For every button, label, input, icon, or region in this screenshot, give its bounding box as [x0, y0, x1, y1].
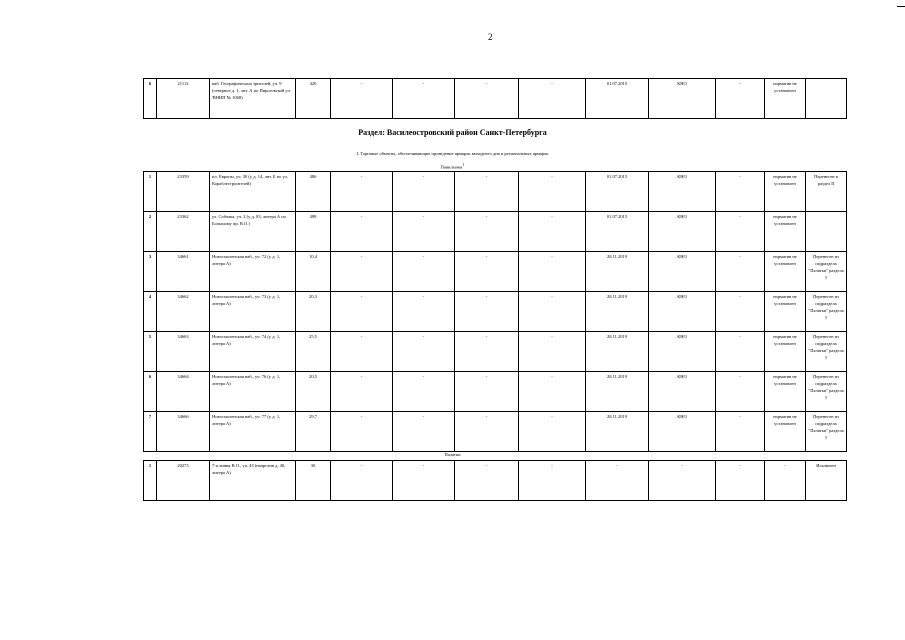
- cell-c8: -: [519, 461, 586, 501]
- cell-address: Новосмоленская наб., уч. 76 (у д. 1, литера А): [210, 372, 296, 412]
- cell-c13: Перенесен в раздел II: [806, 172, 847, 212]
- cell-c7: -: [455, 461, 519, 501]
- cell-area: 498: [296, 212, 331, 252]
- cell-id: 34666: [157, 412, 210, 452]
- first-block-table: [143, 78, 847, 119]
- cell-c7: -: [455, 332, 519, 372]
- cell-c8: -: [519, 412, 586, 452]
- table-row: [144, 212, 847, 252]
- cell-c12: норматив не установлен: [765, 412, 806, 452]
- section-subtitle: I. Торговые объекты, обеспечивающие проведение ярмарок выходного дня и региональных ярмарок: [356, 151, 549, 156]
- cell-date: 28.11.2019: [586, 292, 649, 332]
- cell-area: 30: [296, 461, 331, 501]
- cell-date: 28.11.2019: [586, 412, 649, 452]
- cell-n: 1: [144, 172, 157, 212]
- cell-id: 23359: [157, 172, 210, 212]
- cell-c12: норматив не установлен: [765, 79, 806, 119]
- cell-date: 01.07.2015: [586, 79, 649, 119]
- cell-n: 4: [144, 292, 157, 332]
- cell-c8: -: [519, 252, 586, 292]
- cell-c6: -: [393, 372, 455, 412]
- cell-c11: -: [716, 461, 765, 501]
- cell-status: КНО: [649, 172, 716, 212]
- cell-n: 6: [144, 79, 157, 119]
- table-row: [144, 292, 847, 332]
- pavilions-table: [143, 171, 847, 452]
- cell-c5: -: [331, 461, 393, 501]
- cell-address: Новосмоленская наб., уч. 72 (у д. 1, литера А): [210, 252, 296, 292]
- cell-area: 20,5: [296, 372, 331, 412]
- cell-c6: -: [393, 292, 455, 332]
- cell-id: 34663: [157, 332, 210, 372]
- cell-status: КНО: [649, 292, 716, 332]
- table-row: [144, 252, 847, 292]
- category-pavilions-label: Павильоны: [440, 164, 463, 170]
- cell-id: 34662: [157, 292, 210, 332]
- cell-address: ул. Собчака, уч. 2 (у д. 83, литера А по Большому пр. В.О.): [210, 212, 296, 252]
- cell-id: 34664: [157, 372, 210, 412]
- cell-c5: -: [331, 212, 393, 252]
- cell-c5: -: [331, 372, 393, 412]
- table-row: [144, 372, 847, 412]
- cell-area: 20,3: [296, 292, 331, 332]
- cell-status: КНО: [649, 412, 716, 452]
- cell-status: КНО: [649, 252, 716, 292]
- cell-c12: норматив не установлен: [765, 172, 806, 212]
- cell-c7: -: [455, 372, 519, 412]
- cell-id: 21112: [157, 79, 210, 119]
- cell-c6: -: [393, 252, 455, 292]
- cell-status: КНО: [649, 372, 716, 412]
- cell-c12: норматив не установлен: [765, 292, 806, 332]
- cell-c11: -: [716, 332, 765, 372]
- cell-c11: -: [716, 292, 765, 332]
- cell-area: 486: [296, 172, 331, 212]
- cell-date: 01.07.2015: [586, 212, 649, 252]
- cell-n: 1: [144, 461, 157, 501]
- cell-id: 34661: [157, 252, 210, 292]
- table-row: [144, 461, 847, 501]
- cell-id: 23362: [157, 212, 210, 252]
- cell-c5: -: [331, 79, 393, 119]
- tents-table: [143, 460, 847, 501]
- cell-c13: [806, 212, 847, 252]
- cell-c7: -: [455, 412, 519, 452]
- cell-address: пл. Европы, уч. 30 (у д. 14, лит. Б по ул. Кораблестроителей): [210, 172, 296, 212]
- table-row: [144, 172, 847, 212]
- cell-area: 10,4: [296, 252, 331, 292]
- cell-n: 2: [144, 212, 157, 252]
- cell-status: -: [649, 461, 716, 501]
- cell-c5: -: [331, 332, 393, 372]
- cell-c13: Перенесен из подраздела "Палатки" раздела I: [806, 292, 847, 332]
- cell-c13: Исключен: [806, 461, 847, 501]
- cell-c7: -: [455, 292, 519, 332]
- cell-n: 7: [144, 412, 157, 452]
- cell-c6: -: [393, 332, 455, 372]
- cell-c7: -: [455, 172, 519, 212]
- cell-c11: -: [716, 252, 765, 292]
- cell-c11: -: [716, 172, 765, 212]
- cell-date: -: [586, 461, 649, 501]
- cell-c12: норматив не установлен: [765, 332, 806, 372]
- cell-c12: норматив не установлен: [765, 252, 806, 292]
- cell-n: 5: [144, 332, 157, 372]
- cell-c8: -: [519, 332, 586, 372]
- page-number: 2: [488, 32, 493, 42]
- category-tents: Палатки: [444, 452, 461, 457]
- cell-address: Новосмоленская наб., уч. 77 (у д. 1, литера А): [210, 412, 296, 452]
- cell-c13: Перенесен из подраздела "Палатки" раздела I: [806, 252, 847, 292]
- cell-date: 28.11.2019: [586, 252, 649, 292]
- cell-c13: Перенесен из подраздела "Палатки" раздела I: [806, 372, 847, 412]
- cell-c7: -: [455, 212, 519, 252]
- cell-date: 01.07.2015: [586, 172, 649, 212]
- cell-c8: -: [519, 292, 586, 332]
- cell-address: 7-я линия В.О., уч. 43 (напротив д. 40, литера А): [210, 461, 296, 501]
- cell-c11: -: [716, 79, 765, 119]
- cell-c6: -: [393, 212, 455, 252]
- cell-n: 6: [144, 372, 157, 412]
- section-title: Раздел: Василеостровский район Санкт-Петербурга: [358, 128, 547, 137]
- cell-c8: -: [519, 212, 586, 252]
- cell-id: 20273: [157, 461, 210, 501]
- cell-address: Новосмоленская наб., уч. 74 (у д. 1, литера А): [210, 332, 296, 372]
- category-pavilions: [0, 163, 905, 170]
- cell-c6: -: [393, 79, 455, 119]
- cell-c5: -: [331, 172, 393, 212]
- cell-c5: -: [331, 252, 393, 292]
- cell-area: 29,7: [296, 412, 331, 452]
- cell-c8: -: [519, 172, 586, 212]
- cell-status: КНО: [649, 332, 716, 372]
- cell-c7: -: [455, 252, 519, 292]
- cell-status: КНО: [649, 79, 716, 119]
- cell-c11: -: [716, 212, 765, 252]
- cell-area: 420: [296, 79, 331, 119]
- cell-c5: -: [331, 412, 393, 452]
- cell-c12: норматив не установлен: [765, 372, 806, 412]
- cell-c12: -: [765, 461, 806, 501]
- table-row: [144, 332, 847, 372]
- cell-area: 25,5: [296, 332, 331, 372]
- cell-c8: -: [519, 79, 586, 119]
- cell-date: 28.11.2019: [586, 372, 649, 412]
- cell-c11: -: [716, 372, 765, 412]
- cell-c6: -: [393, 172, 455, 212]
- cell-c13: Перенесен из подраздела "Палатки" раздела I: [806, 332, 847, 372]
- cell-c11: -: [716, 412, 765, 452]
- cell-c12: норматив не установлен: [765, 212, 806, 252]
- cell-c13: [806, 79, 847, 119]
- table-row: [144, 412, 847, 452]
- table-row: [144, 79, 847, 119]
- cell-status: КНО: [649, 212, 716, 252]
- cell-date: 28.11.2019: [586, 332, 649, 372]
- cell-c6: -: [393, 461, 455, 501]
- cell-c7: -: [455, 79, 519, 119]
- cell-address: Новосмоленская наб., уч. 73 (у д. 1, литера А): [210, 292, 296, 332]
- cell-c5: -: [331, 292, 393, 332]
- cell-c13: Перенесен из подраздела "Палатки" раздела I: [806, 412, 847, 452]
- corner-dash: [897, 6, 905, 7]
- cell-address: наб. Географических зрителей, уч. 9 (северное д. 1, лит. А по Пироговской ул. 'ВНИП № 1068): [210, 79, 296, 119]
- cell-c8: -: [519, 372, 586, 412]
- cell-n: 3: [144, 252, 157, 292]
- category-pavilions-sup: 1: [462, 163, 465, 167]
- cell-c6: -: [393, 412, 455, 452]
